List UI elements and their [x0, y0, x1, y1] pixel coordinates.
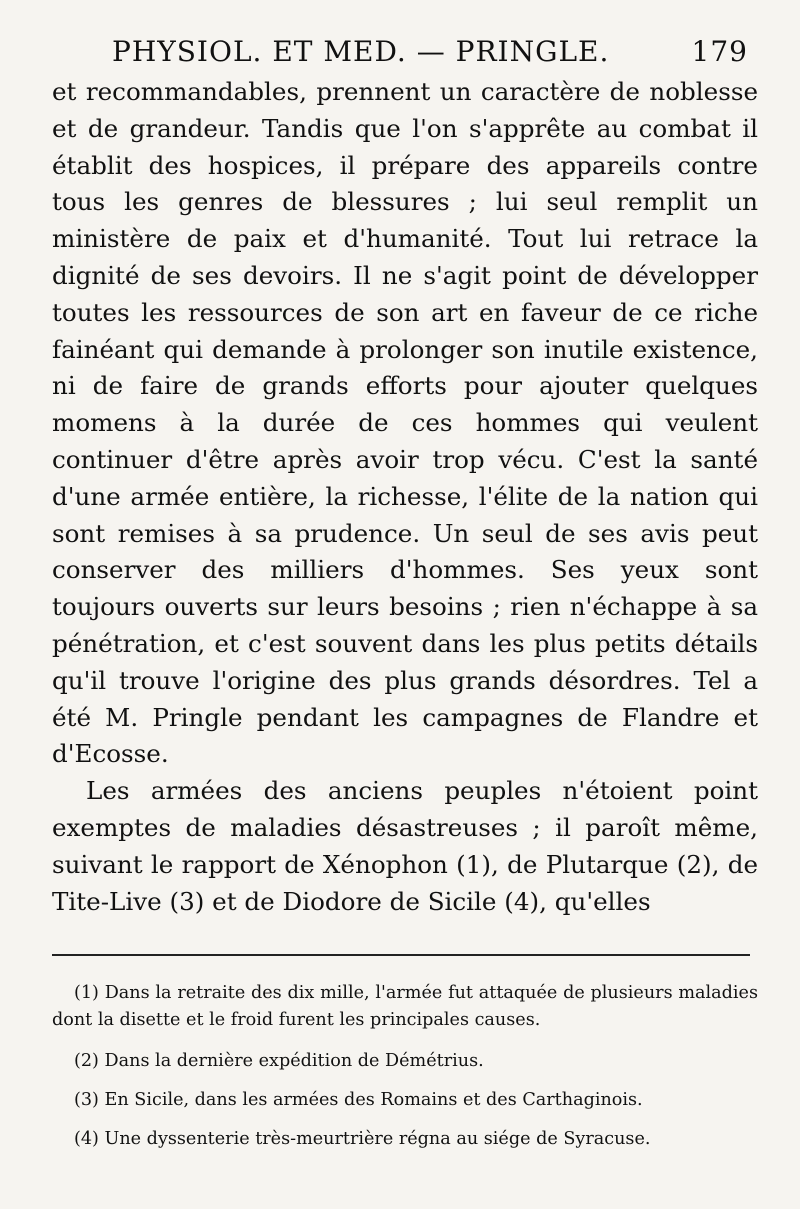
page-number: 179	[691, 35, 748, 68]
running-head	[52, 34, 758, 70]
footnote-1: (1) Dans la retraite des dix mille, l'armée fut attaquée de plusieurs maladies dont la disette et le froid furent les principales causes.	[52, 983, 758, 1031]
footnotes	[52, 980, 758, 1153]
footnote-4: (4) Une dyssenterie très-meurtrière régna au siége de Syracuse.	[74, 1129, 651, 1150]
paragraph-armies: Les armées des anciens peuples n'étoient point exemptes de maladies désastreuses ; il paroît même, suivant le rapport de Xénophon (1), de Plutarque (2), de Tite-Live (3) et de Diodore de Sicile (4), qu'elles	[52, 776, 758, 916]
main-text	[52, 74, 758, 920]
running-title: PHYSIOL. ET MED. — PRINGLE.	[112, 35, 610, 68]
footnote-2: (2) Dans la dernière expédition de Démétrius.	[74, 1051, 484, 1072]
footnote-rule	[52, 954, 750, 956]
footnote-3: (3) En Sicile, dans les armées des Romains et des Carthaginois.	[74, 1090, 643, 1111]
paragraph-continuation: et recommandables, prennent un caractère de noblesse et de grandeur. Tandis que l'on s'apprête au combat il établit des hospices, il prépare des appareils contre tous les genres de blessures ; lui seul remplit un ministère de paix et d'humanité. Tout lui retrace la dignité de ses devoirs. Il ne s'agit point de développer toutes les ressources de son art en faveur de ce riche fainéant qui demande à prolonger son inutile existence, ni de faire de grands efforts pour ajouter quelques momens à la durée de ces hommes qui veulent continuer d'être après avoir trop vécu. C'est la santé d'une armée entière, la richesse, l'élite de la nation qui sont remises à sa prudence. Un seul de ses avis peut conserver des milliers d'hommes. Ses yeux sont toujours ouverts sur leurs besoins ; rien n'échappe à sa pénétration, et c'est souvent dans les plus petits détails qu'il trouve l'origine des plus grands désordres. Tel a été M. Pringle pendant les campagnes de Flandre et d'Ecosse.	[52, 77, 758, 769]
